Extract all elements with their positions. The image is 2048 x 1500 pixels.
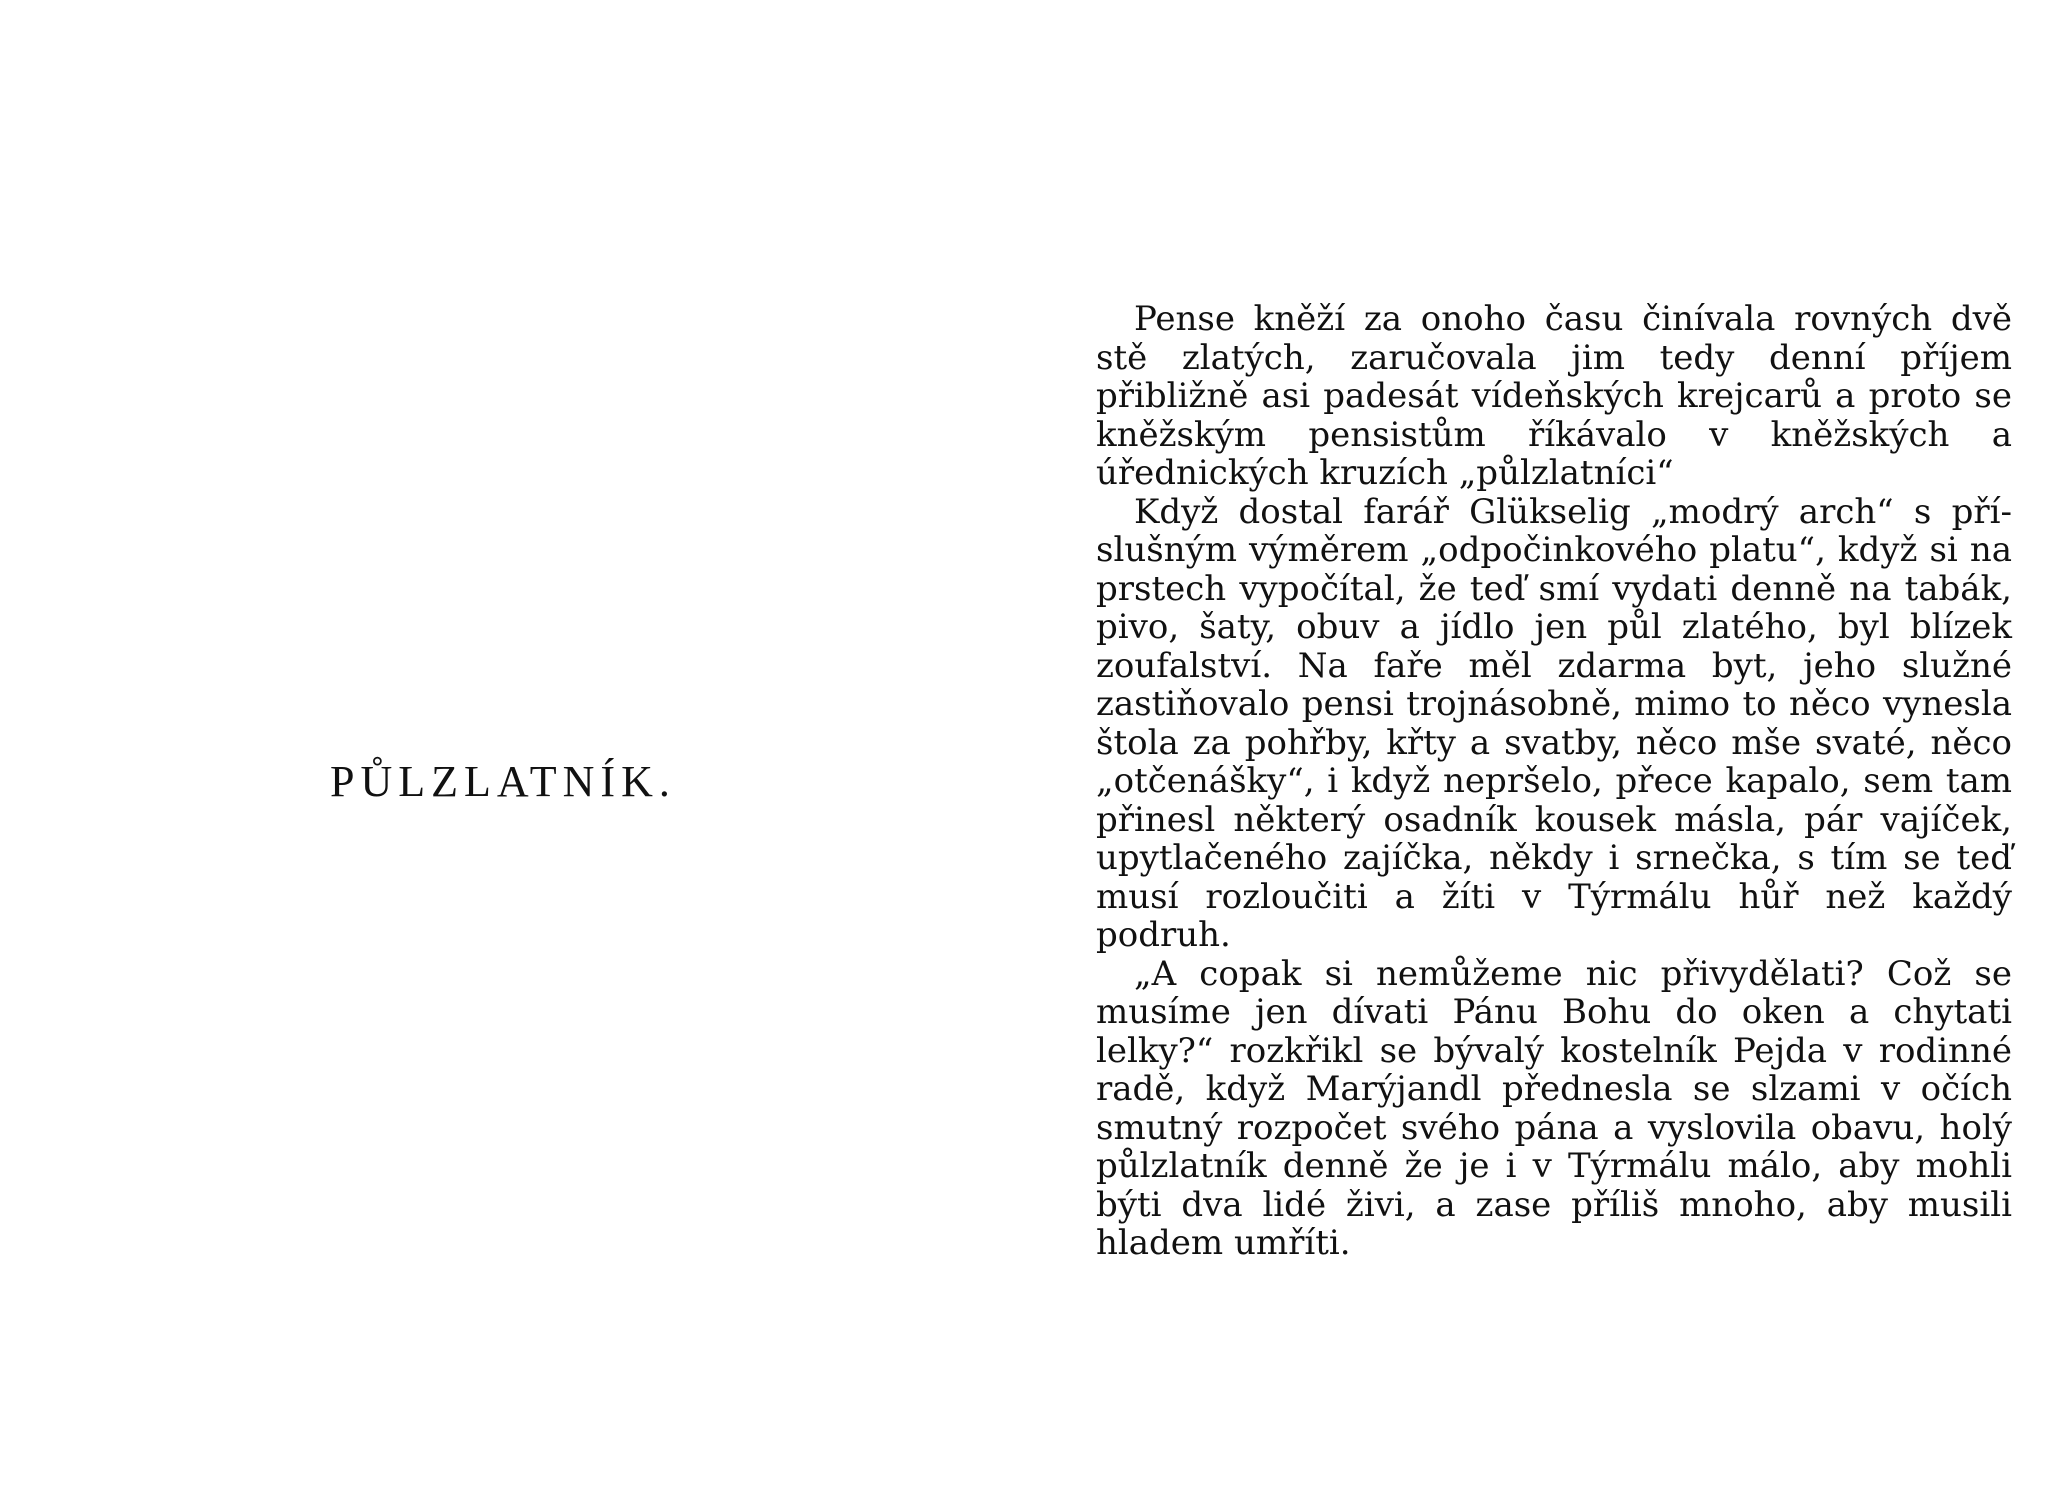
paragraph-3: „A copak si nemůžeme nic přivydělati? Což se musíme jen dívati Pánu Bohu do oken a chytati lelky?“ rozkřikl se bývalý kostelník Pejda v rodinné radě, když Marýjandl přednesla se slzami v očích smutný rozpočet svého pána a vyslovila obavu, holý půlzlatník denně že je i v Týrmálu málo, aby mohli býti dva lidé živi, a zase příliš mnoho, aby musili hladem umříti. [1096,953,2012,1263]
paragraph-1: Pense kněží za onoho času činívala rovných dvě stě zlatých, zaručovala jim tedy denní příjem přibližně asi padesát vídeňských krejcarů a proto se kněžským pensistům říkávalo v kněžských a úřednických kruzích „půlzlatníci“ [1096,299,2012,493]
paragraph-2: Když dostal farář Glükselig „modrý arch“ s příslušným výměrem „odpočinkového platu“, když si na prstech vypočítal, že teď smí vydati denně na tabák, pivo, šaty, obuv a jídlo jen půl zlatého, byl blízek zoufalství. Na faře měl zdarma byt, jeho služné zastiňovalo pensi trojnásobně, mimo to něco vynesla štola za pohřby, křty a svatby, něco mše svaté, něco „otčenášky“, i když nepršelo, přece kapalo, sem tam přinesl některý osadník kousek másla, pár vajíček, upytlačeného zajíčka, někdy i srnečka, s tím se teď musí rozloučiti a žíti v Týrmálu hůř než každý podruh. [1096,491,2012,955]
chapter-title: PŮLZLATNÍK. [330,757,676,806]
body-text [1096,300,2012,1263]
right-page [1024,0,2048,1500]
